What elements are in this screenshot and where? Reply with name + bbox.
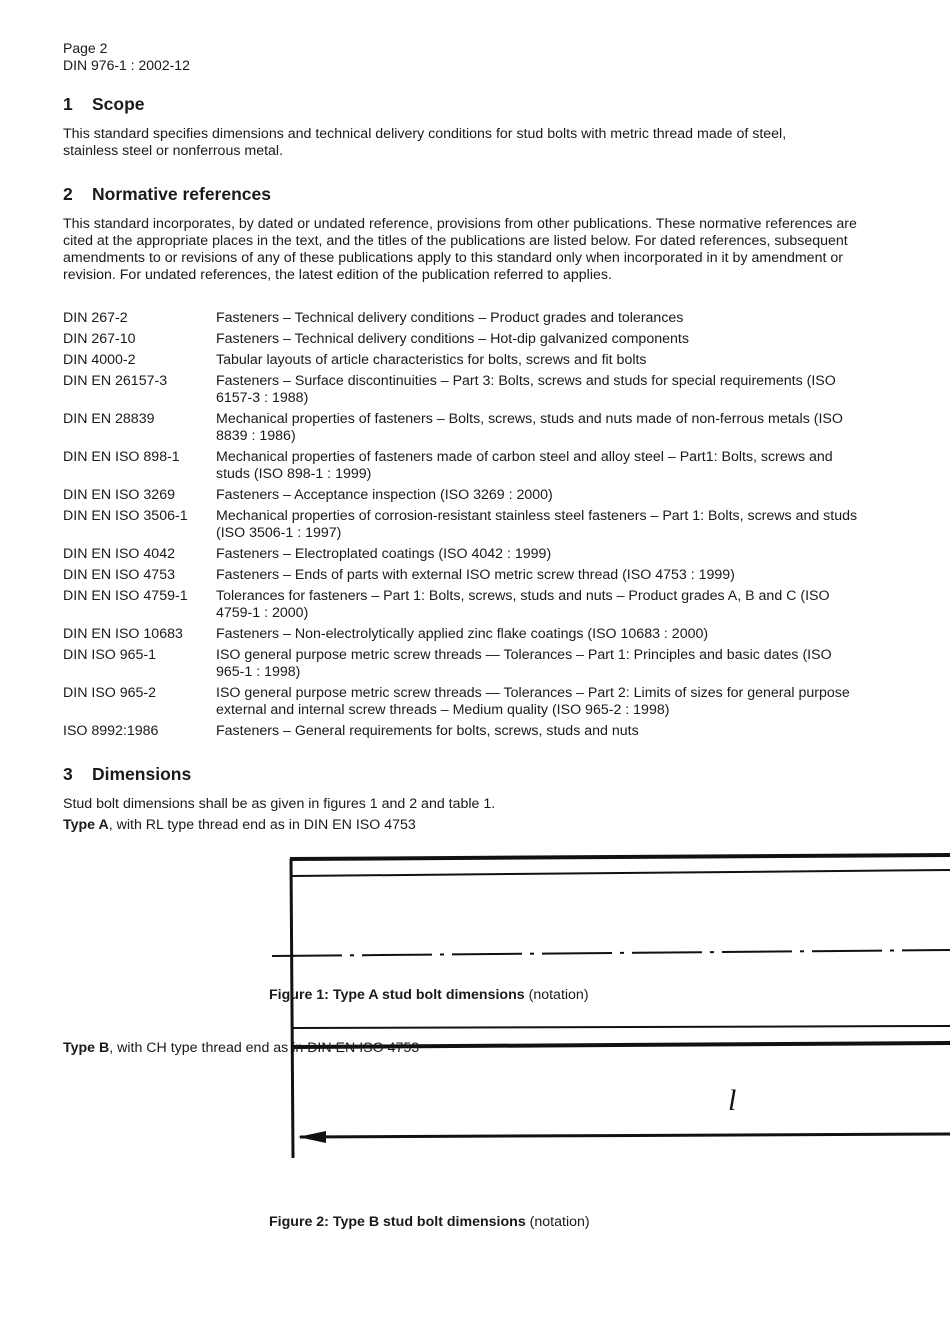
reference-title: Fasteners – Acceptance inspection (ISO 3269 : 2000) <box>216 487 553 503</box>
type-b-text: , with CH type thread end as in DIN EN ISO 4753 <box>109 1040 420 1056</box>
reference-title: Mechanical properties of corrosion-resistant stainless steel fasteners – Part 1: Bolts, screws and studs (ISO 3506-1 : 1997) <box>216 508 858 541</box>
reference-code: DIN EN ISO 3506-1 <box>63 508 188 524</box>
page-number: Page 2 <box>63 40 108 56</box>
reference-code: DIN EN ISO 4753 <box>63 567 175 583</box>
reference-code: DIN EN ISO 3269 <box>63 487 175 503</box>
section-1-number: 1 <box>63 94 73 114</box>
figure-2-label: Figure 2: Type B stud bolt dimensions <box>269 1214 526 1230</box>
drawing-centerline <box>272 950 950 956</box>
dimension-arrow-icon <box>298 1131 326 1143</box>
reference-title: Fasteners – Ends of parts with external ISO metric screw thread (ISO 4753 : 1999) <box>216 567 735 583</box>
reference-code: DIN 4000-2 <box>63 352 136 368</box>
section-3-title: Dimensions <box>92 764 192 784</box>
figure-2-note: (notation) <box>529 1214 590 1230</box>
reference-title: Fasteners – Electroplated coatings (ISO 4042 : 1999) <box>216 546 552 562</box>
figure-1-caption <box>269 987 589 1004</box>
reference-code: DIN ISO 965-2 <box>63 685 157 701</box>
reference-title: Fasteners – Non-electrolytically applied zinc flake coatings (ISO 10683 : 2000) <box>216 626 709 642</box>
normative-paragraph: This standard incorporates, by dated or undated reference, provisions from other publications. These normative references are cited at the appropriate places in the text, and the titles of the publications are listed below. For dated references, subsequent amendments to or revisions of any of these publications apply to this standard only when incorporated in it by amendment or revision. For undated references, the latest edition of the publication referred to applies. <box>63 216 857 283</box>
reference-code: DIN EN ISO 10683 <box>63 626 183 642</box>
section-1-title: Scope <box>92 94 145 114</box>
reference-code: DIN EN ISO 898-1 <box>63 449 180 465</box>
reference-title: Tabular layouts of article characteristics for bolts, screws and fit bolts <box>216 352 647 368</box>
reference-title: Fasteners – Technical delivery conditions – Hot-dip galvanized components <box>216 331 689 347</box>
section-2-title: Normative references <box>92 184 271 204</box>
reference-code: DIN EN 26157-3 <box>63 373 168 389</box>
reference-code: DIN EN 28839 <box>63 411 155 427</box>
reference-title: Fasteners – General requirements for bolts, screws, studs and nuts <box>216 723 639 739</box>
reference-title: Tolerances for fasteners – Part 1: Bolts, screws, studs and nuts – Product grades A, B and C (ISO 4759-1 : 2000) <box>216 588 830 621</box>
section-3-number: 3 <box>63 764 73 784</box>
reference-code: ISO 8992:1986 <box>63 723 159 739</box>
scope-paragraph: This standard specifies dimensions and technical delivery conditions for stud bolts with metric thread made of steel, stainless steel or nonferrous metal. <box>63 126 787 159</box>
document-id: DIN 976-1 : 2002-12 <box>63 57 190 73</box>
length-symbol: l <box>728 1084 737 1117</box>
figure-1-label: Figure 1: Type A stud bolt dimensions <box>269 987 525 1003</box>
reference-title: Mechanical properties of fasteners made of carbon steel and alloy steel – Part1: Bolts, screws and studs (ISO 898-1 : 1999) <box>216 449 833 482</box>
type-a-label: Type A <box>63 817 109 833</box>
reference-title: ISO general purpose metric screw threads — Tolerances – Part 1: Principles and basic dates (ISO 965-1 : 1998) <box>216 647 832 680</box>
dimension-line <box>300 1134 950 1137</box>
reference-code: DIN ISO 965-1 <box>63 647 157 663</box>
type-b-line <box>63 1040 863 1057</box>
reference-code: DIN 267-10 <box>63 331 136 347</box>
type-a-text: , with RL type thread end as in DIN EN ISO 4753 <box>108 817 416 833</box>
reference-title: Mechanical properties of fasteners – Bolts, screws, studs and nuts made of non-ferrous metals (ISO 8839 : 1986) <box>216 411 843 444</box>
type-b-label: Type B <box>63 1040 110 1056</box>
reference-title: Fasteners – Technical delivery conditions – Product grades and tolerances <box>216 310 684 326</box>
reference-code: DIN 267-2 <box>63 310 128 326</box>
figure-1-note: (notation) <box>528 987 589 1003</box>
reference-title: Fasteners – Surface discontinuities – Part 3: Bolts, screws and studs for special requirements (ISO 6157-3 : 1988) <box>216 373 836 406</box>
dimensions-paragraph: Stud bolt dimensions shall be as given in figures 1 and 2 and table 1. <box>63 796 496 812</box>
drawing-left-edge <box>291 859 293 1158</box>
reference-code: DIN EN ISO 4042 <box>63 546 175 562</box>
section-2-number: 2 <box>63 184 73 204</box>
drawing-thread-line <box>292 870 950 876</box>
reference-code: DIN EN ISO 4759-1 <box>63 588 188 604</box>
drawing-top-edge <box>290 855 950 859</box>
reference-title: ISO general purpose metric screw threads — Tolerances – Part 2: Limits of sizes for general purpose external and internal screw threads – Medium quality (ISO 965-2 : 1998) <box>216 685 850 718</box>
drawing-lower-line <box>293 1026 950 1028</box>
figure-2-caption <box>269 1214 590 1231</box>
